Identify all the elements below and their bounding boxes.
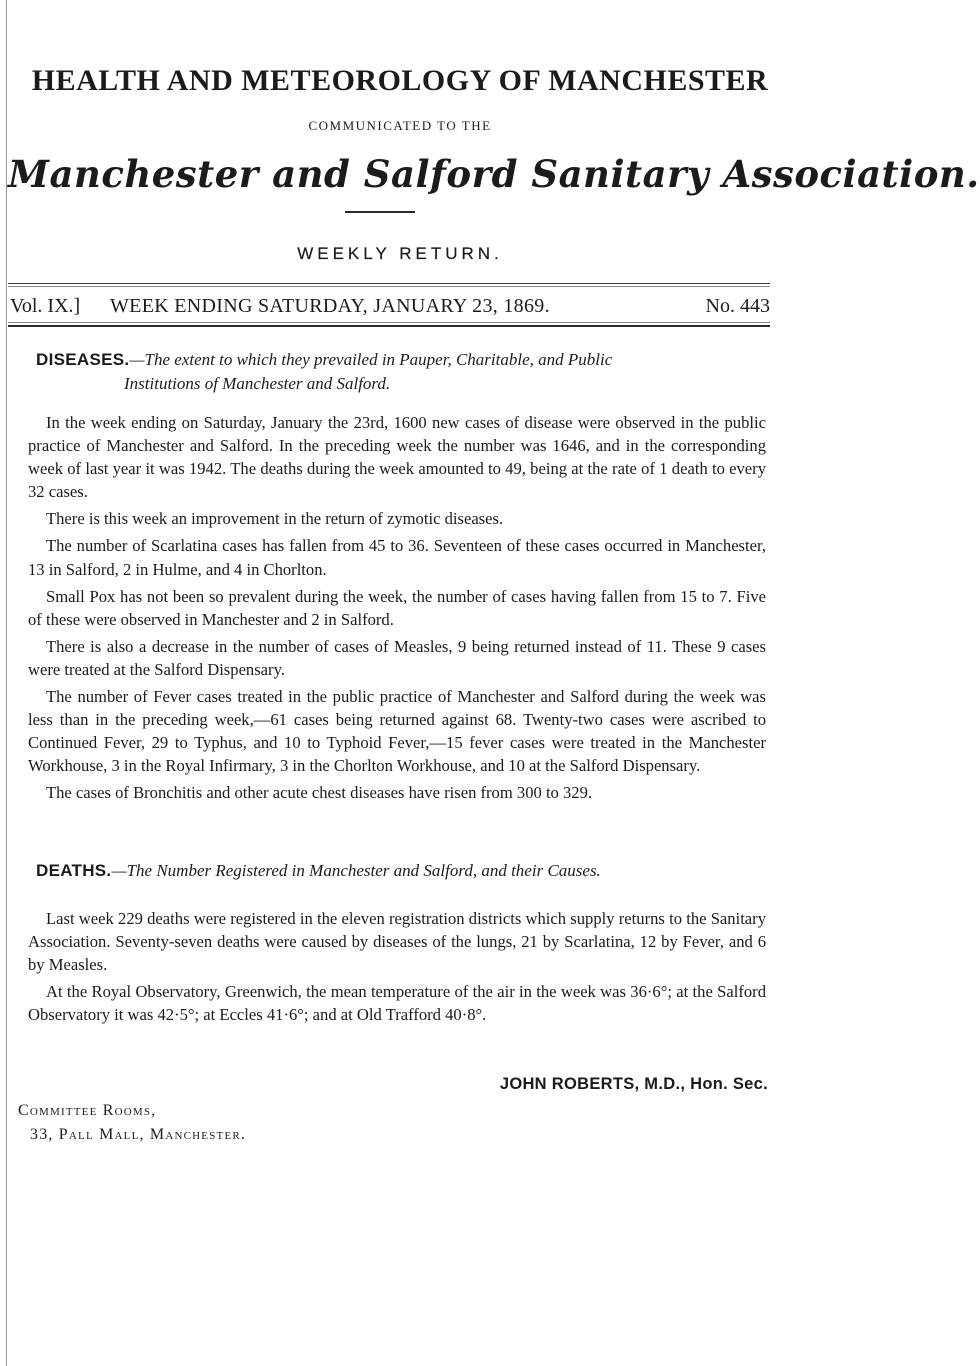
deaths-body <box>28 907 766 1030</box>
paragraph: The number of Scarlatina cases has fallen from 45 to 36. Seventeen of these cases occurred in Manchester, 13 in Salford, 2 in Hulme, and 4 in Chorlton. <box>28 536 766 579</box>
address-line: Committee Rooms, <box>18 1102 157 1119</box>
volume-number: Vol. IX.] <box>10 295 81 317</box>
divider <box>8 325 770 327</box>
paragraph: The number of Fever cases treated in the public practice of Manchester and Salford during the week was less than in the preceding week,—61 cases being returned against 68. Twenty-two cases were ascribed to Continued Fever, 29 to Typhus, and 10 to Typhoid Fever,—15 fever cases were treated in the Manchester Workhouse, 3 in the Royal Infirmary, 3 in the Chorlton Workhouse, and 10 at the Salford Dispensary. <box>28 687 766 776</box>
deaths-heading <box>36 859 776 883</box>
paragraph: In the week ending on Saturday, January the 23rd, 1600 new cases of disease were observed in the public practice of Manchester and Salford. In the preceding week the number was 1646, and in the corresponding week of last year it was 1942. The deaths during the week amounted to 49, being at the rate of 1 death to every 32 cases. <box>28 413 766 502</box>
section-label: DISEASES. <box>36 350 130 369</box>
paragraph: There is also a decrease in the number of cases of Measles, 9 being returned instead of 11. These 9 cases were treated at the Salford Dispensary. <box>28 636 766 679</box>
page-edge-line <box>6 0 7 1366</box>
issue-number: No. 443 <box>705 295 770 317</box>
week-ending-date: WEEK ENDING SATURDAY, JANUARY 23, 1869. <box>110 295 550 317</box>
paragraph: The cases of Bronchitis and other acute chest diseases have risen from 300 to 329. <box>46 783 593 803</box>
report-type: WEEKLY RETURN. <box>297 244 503 263</box>
divider <box>345 211 415 213</box>
paragraph: Small Pox has not been so prevalent during the week, the number of cases having fallen from 15 to 7. Five of these were observed in Manchester and 2 in Salford. <box>28 586 766 629</box>
section-label: DEATHS. <box>36 861 112 880</box>
signature: JOHN ROBERTS, M.D., Hon. Sec. <box>499 1075 768 1093</box>
diseases-body <box>28 411 766 809</box>
communicated-line: COMMUNICATED TO THE <box>308 118 492 133</box>
section-subtitle: Institutions of Manchester and Salford. <box>124 374 391 393</box>
section-subtitle: —The Number Registered in Manchester and Salford, and their Causes. <box>111 861 601 880</box>
divider <box>8 286 770 287</box>
page-title: HEALTH AND METEOROLOGY OF MANCHESTER <box>31 64 769 97</box>
paragraph: Last week 229 deaths were registered in the eleven registration districts which supply returns to the Sanitary Association. Seventy-seven deaths were caused by diseases of the lungs, 21 by Scarlatina, 12 by Fever, and 6 by Measles. <box>28 909 766 975</box>
diseases-heading <box>36 348 776 396</box>
divider <box>8 283 770 284</box>
divider <box>8 322 770 323</box>
section-subtitle: —The extent to which they prevailed in Pauper, Charitable, and Public <box>129 350 613 369</box>
paragraph: There is this week an improvement in the return of zymotic diseases. <box>46 509 504 529</box>
issue-line <box>8 292 770 320</box>
paragraph: At the Royal Observatory, Greenwich, the mean temperature of the air in the week was 36·6°; at the Salford Observatory it was 42·5°; at Eccles 41·6°; and at Old Trafford 40·8°. <box>28 982 766 1025</box>
address-line: 33, Pall Mall, Manchester. <box>30 1126 247 1143</box>
address-block <box>18 1099 246 1147</box>
association-name: Manchester and Salford Sanitary Association. <box>8 152 980 196</box>
